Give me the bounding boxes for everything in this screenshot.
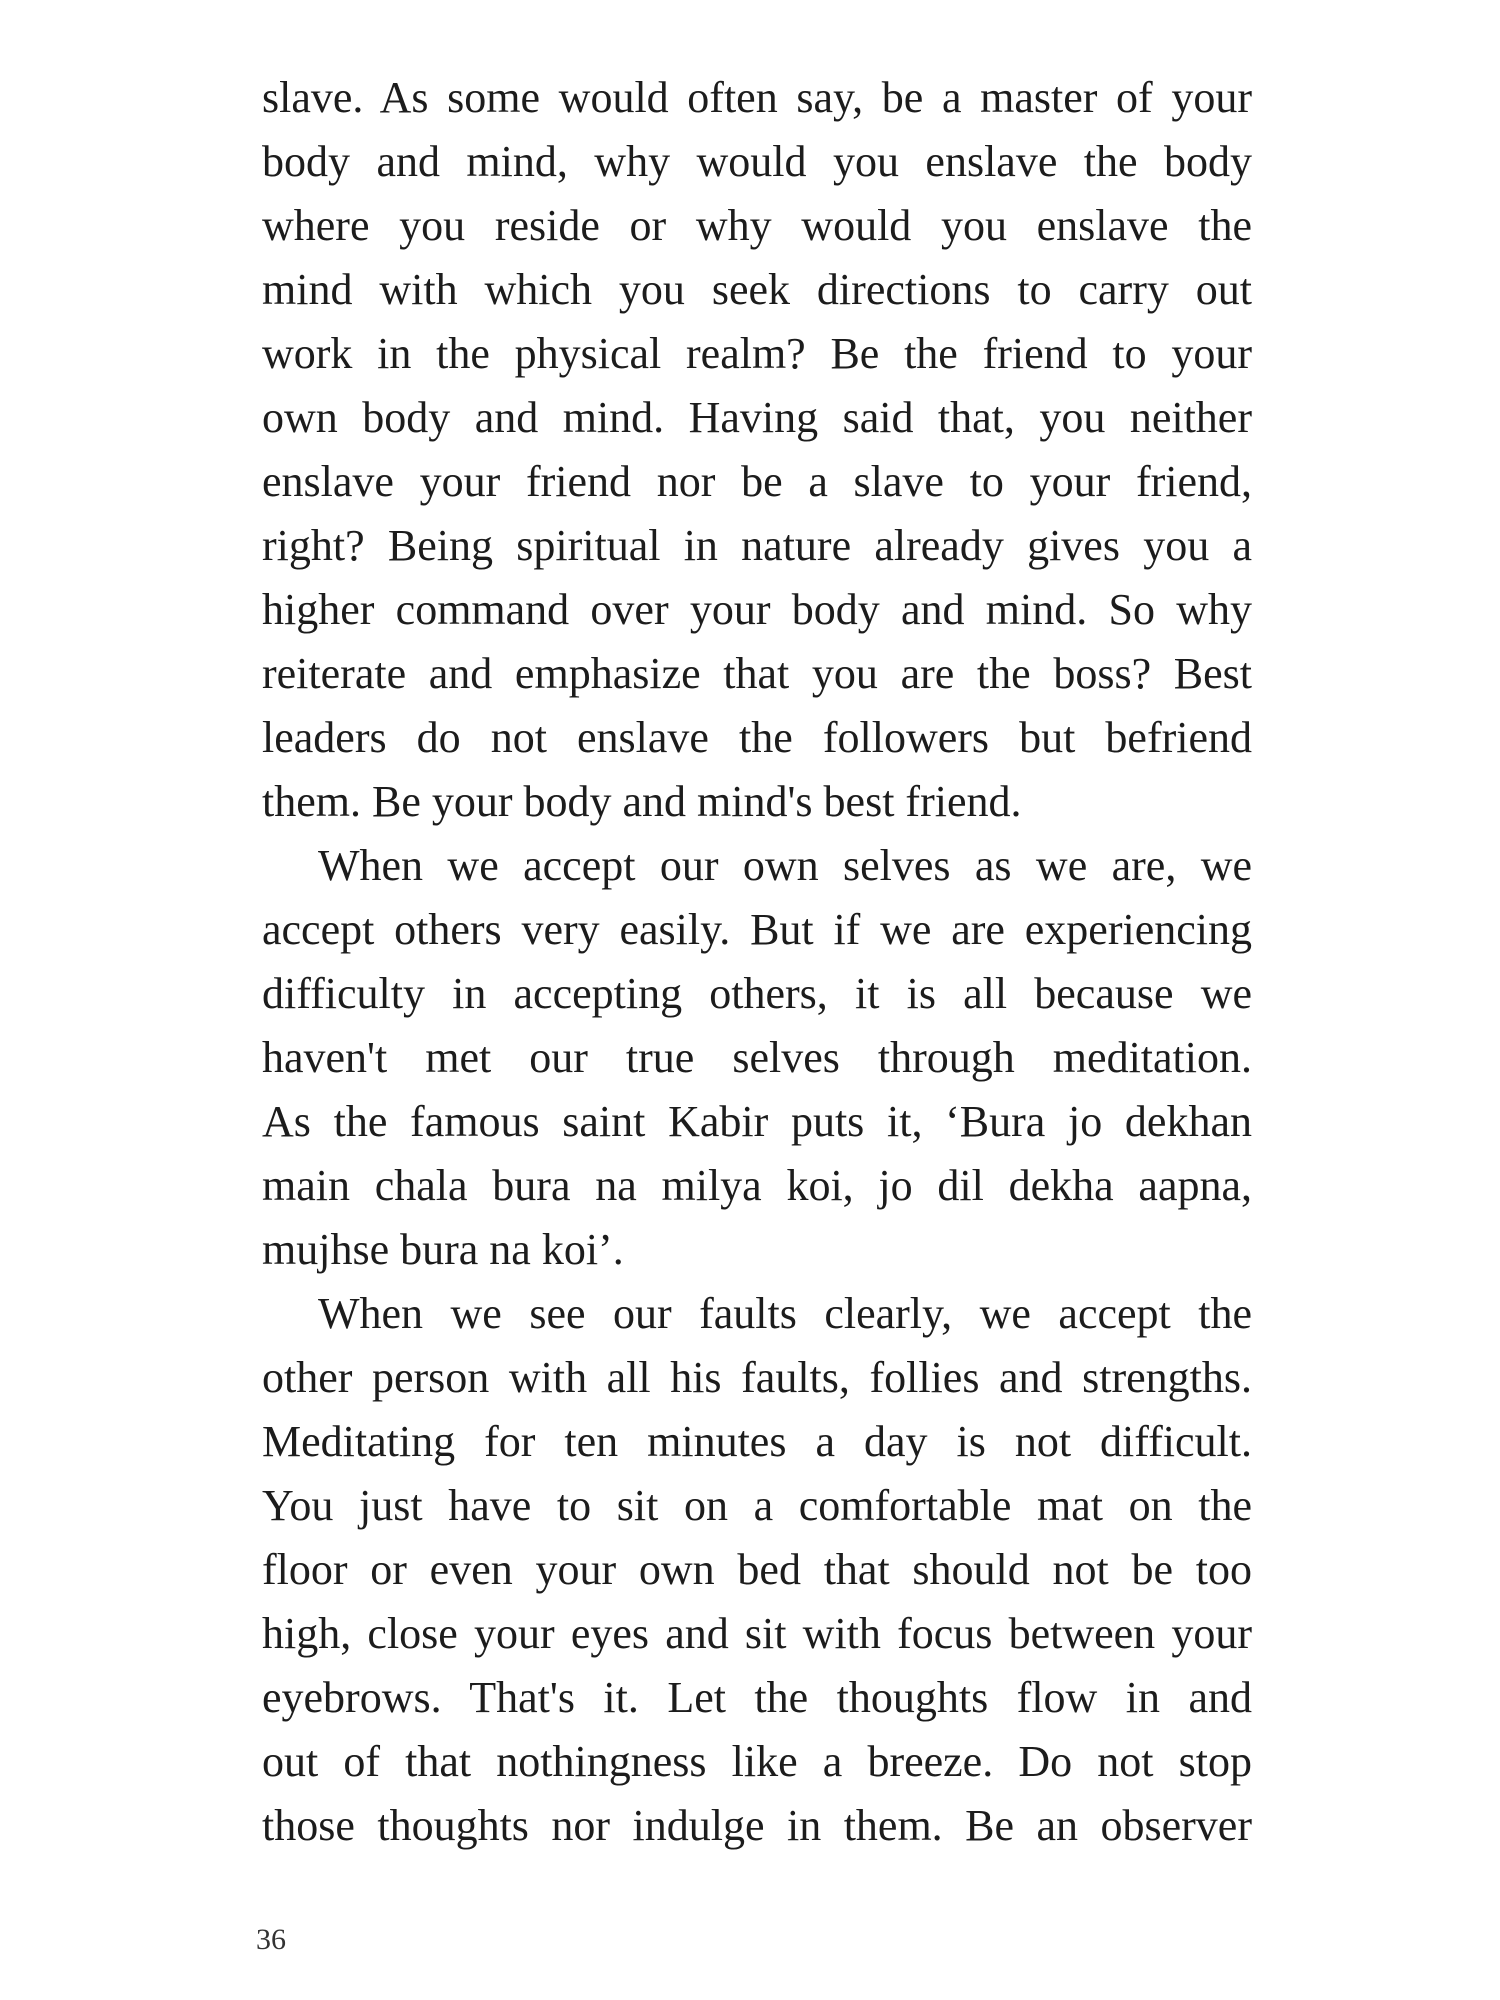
text-line: When we see our faults clearly, we accept the bbox=[318, 1289, 1252, 1338]
text-line: reiterate and emphasize that you are the boss? Best bbox=[262, 649, 1252, 698]
text-line: higher command over your body and mind. So why bbox=[262, 585, 1252, 634]
text-line: As the famous saint Kabir puts it, ‘Bura jo dekhan bbox=[262, 1097, 1252, 1146]
text-line: main chala bura na milya koi, jo dil dekha aapna, bbox=[262, 1161, 1252, 1210]
text-line: high, close your eyes and sit with focus between your bbox=[262, 1609, 1252, 1658]
text-line: other person with all his faults, follies and strengths. bbox=[262, 1353, 1252, 1402]
text-line: mind with which you seek directions to carry out bbox=[262, 265, 1252, 314]
text-line: haven't met our true selves through meditation. bbox=[262, 1033, 1252, 1082]
text-line: floor or even your own bed that should not be too bbox=[262, 1545, 1252, 1594]
page-number: 36 bbox=[256, 1923, 286, 1956]
text-line: body and mind, why would you enslave the body bbox=[262, 137, 1252, 186]
text-line: right? Being spiritual in nature already gives you a bbox=[262, 521, 1252, 570]
text-line: leaders do not enslave the followers but befriend bbox=[262, 713, 1252, 762]
text-line: enslave your friend nor be a slave to your friend, bbox=[262, 457, 1252, 506]
text-line: eyebrows. That's it. Let the thoughts flow in and bbox=[262, 1673, 1252, 1722]
text-line: where you reside or why would you enslave the bbox=[262, 201, 1252, 250]
body-text bbox=[262, 66, 1252, 1858]
text-line: own body and mind. Having said that, you neither bbox=[262, 393, 1252, 442]
text-line: out of that nothingness like a breeze. Do not stop bbox=[262, 1737, 1252, 1786]
text-line: those thoughts nor indulge in them. Be an observer bbox=[262, 1801, 1252, 1850]
text-line: You just have to sit on a comfortable mat on the bbox=[262, 1481, 1252, 1530]
text-line: accept others very easily. But if we are experiencing bbox=[262, 905, 1252, 954]
text-line: Meditating for ten minutes a day is not difficult. bbox=[262, 1417, 1252, 1466]
text-line: When we accept our own selves as we are, we bbox=[318, 841, 1252, 890]
text-line: slave. As some would often say, be a master of your bbox=[262, 73, 1252, 122]
text-line: difficulty in accepting others, it is all because we bbox=[262, 969, 1252, 1018]
text-line: them. Be your body and mind's best friend. bbox=[262, 777, 1022, 826]
text-line: mujhse bura na koi’. bbox=[262, 1225, 624, 1274]
text-line: work in the physical realm? Be the friend to your bbox=[262, 329, 1252, 378]
